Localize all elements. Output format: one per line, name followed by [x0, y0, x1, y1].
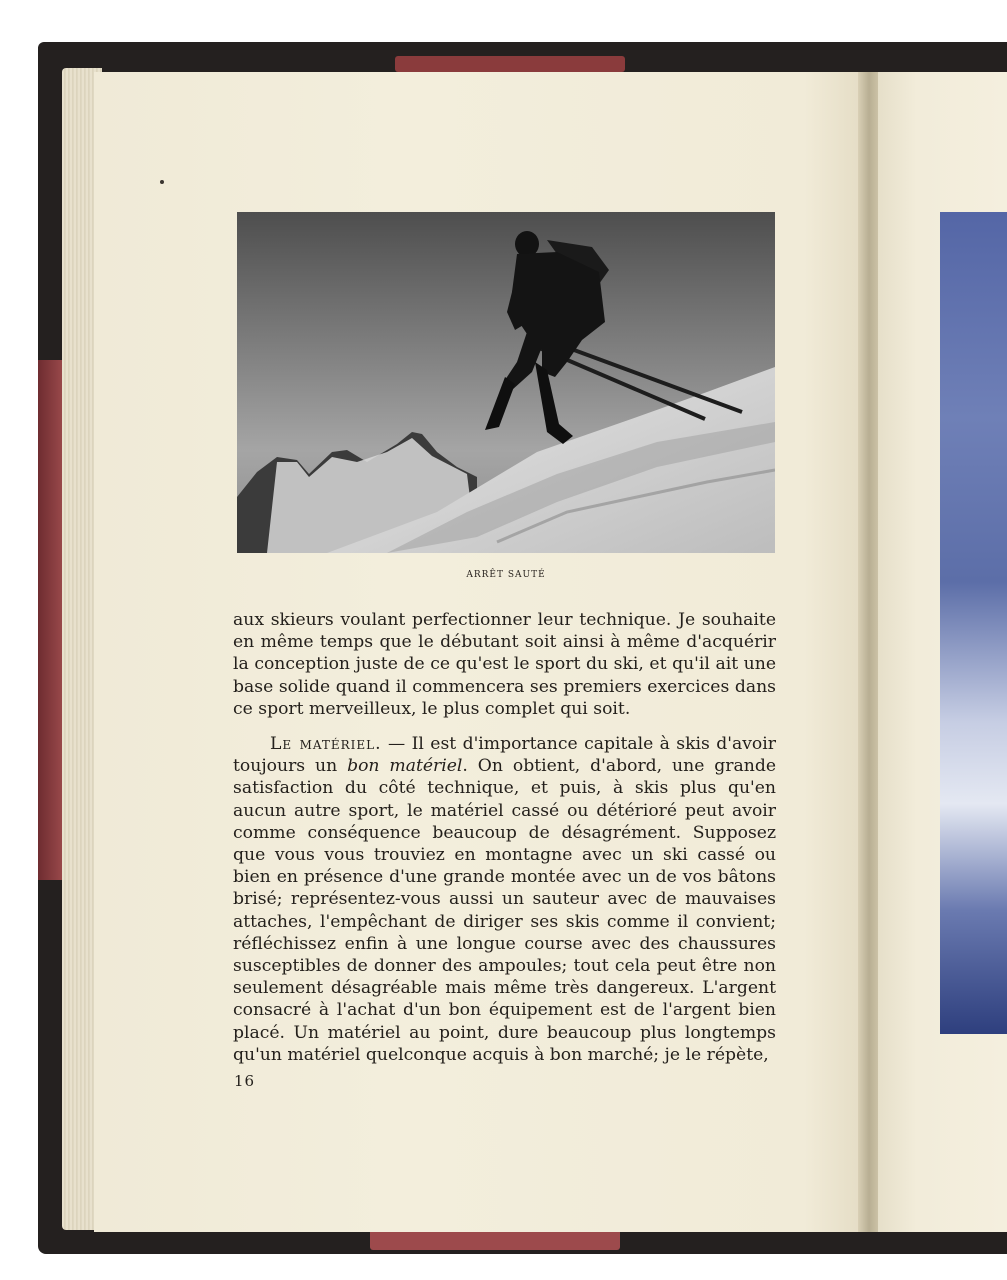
- paragraph-lead: — Il est d'importance capitale à skis d'avoir toujours un: [233, 734, 776, 777]
- paragraph-rest: . On obtient, d'abord, une grande satisfaction du côté technique, et puis, à skis plus qu'en aucun autre sport, le matériel cassé ou détérioré peut avoir comme conséquence beaucoup de désagrément. Supposez que vous vous trouviez en montagne avec un ski cassé ou bien en présence d'une grande montée avec un de vos bâtons brisé; représentez-vous aussi un sauteur avec de mauvaises attaches, l'empêchant de diriger ses skis comme il convient; réfléchissez enfin à une longue course avec des chaussures susceptibles de donner des ampoules; tout cela peut être non seulement désagréable mais même très dangereux. L'argent consacré à l'achat d'un bon équipement est de l'argent bien placé. Un matériel au point, dure beaucoup plus longtemps qu'un matériel quelconque acquis à bon marché; je le répète,: [233, 756, 776, 1065]
- emphasized-phrase: bon matériel: [347, 756, 463, 777]
- cover-marbled-left: [38, 360, 64, 880]
- ski-jump-photo: [237, 212, 775, 553]
- book-gutter: [858, 72, 880, 1232]
- body-paragraph-1: aux skieurs voulant perfectionner leur technique. Je souhaite en même temps que le débutant soit ainsi à même d'acquérir la conception juste de ce qu'est le sport du ski, et qu'il ait une base solide quand il commencera ses premiers exercices dans ce sport merveilleux, le plus complet qui soit.: [233, 610, 776, 719]
- page-number: 16: [234, 1072, 256, 1090]
- ink-speck: [160, 180, 164, 184]
- cover-marbled-top: [395, 56, 625, 72]
- skier-silhouette-illustration: [237, 212, 775, 553]
- figure-caption: ARRÊT SAUTÉ: [466, 570, 546, 580]
- section-heading: Le matériel.: [270, 734, 382, 754]
- body-paragraph-2: [233, 733, 776, 1066]
- right-page-photo: [940, 212, 1007, 1034]
